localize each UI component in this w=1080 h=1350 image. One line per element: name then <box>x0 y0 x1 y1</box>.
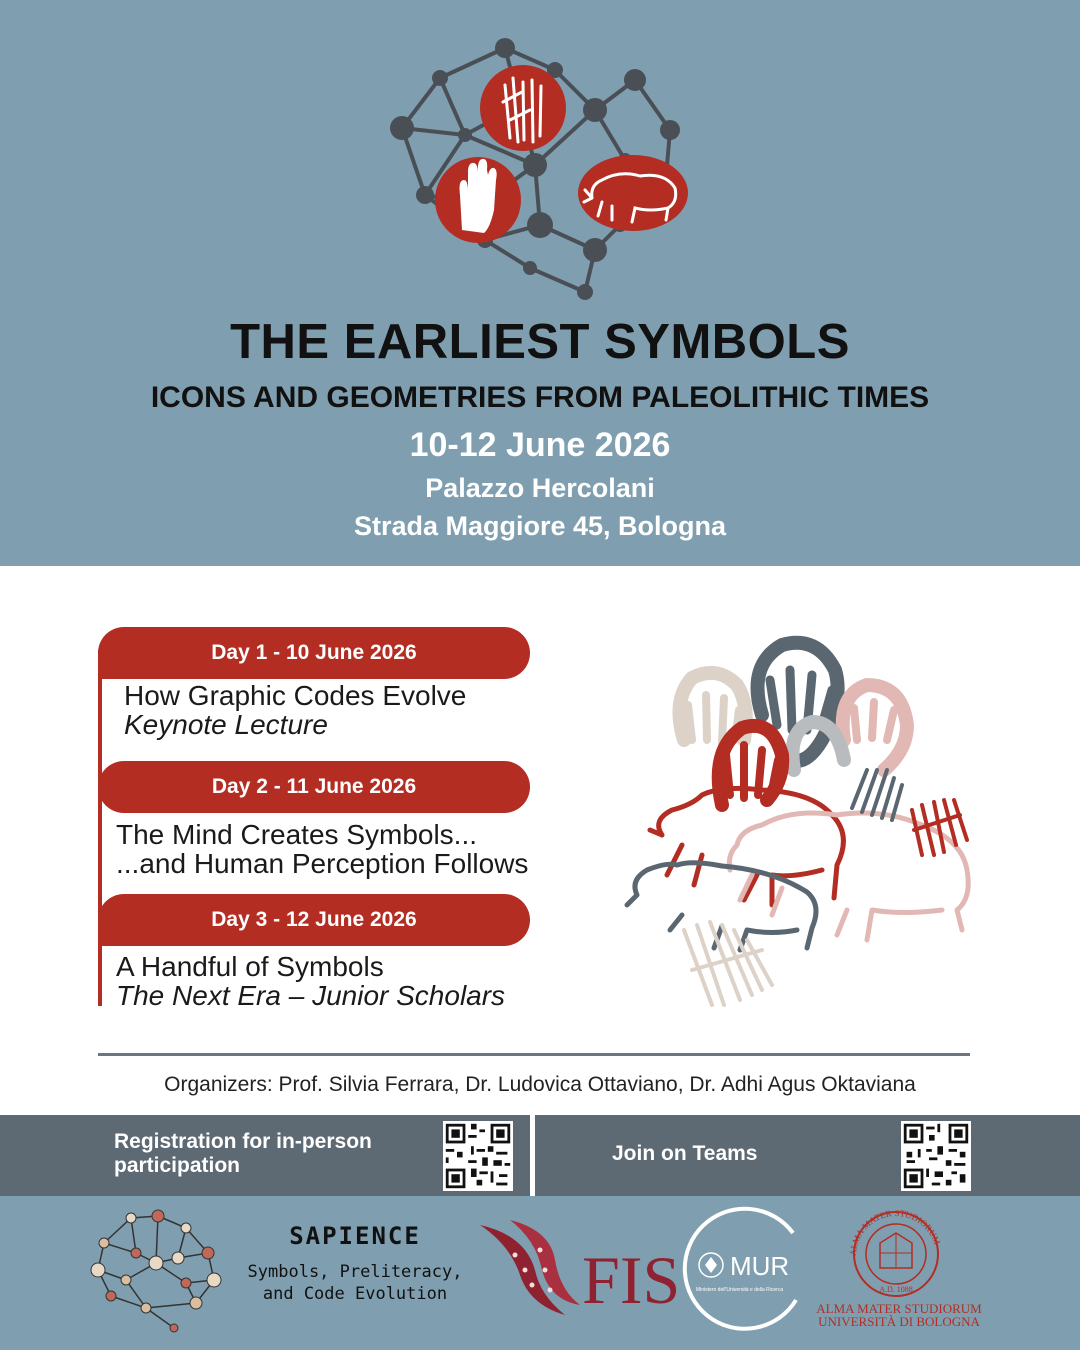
sapience-brain-logo <box>86 1208 226 1333</box>
in-person-registration-label[interactable]: Registration for in-person participation <box>114 1130 372 1177</box>
day-3-session-title: A Handful of Symbols <box>116 951 384 982</box>
day-2-session-subtitle: ...and Human Perception Follows <box>116 848 529 879</box>
event-venue: Palazzo Hercolani <box>425 473 655 503</box>
university-of-bologna-seal <box>840 1208 952 1298</box>
join-teams-label[interactable]: Join on Teams <box>612 1142 758 1165</box>
organizers-line: Organizers: Prof. Silvia Ferrara, Dr. Ludovica Ottaviano, Dr. Adhi Agus Oktaviana <box>164 1073 916 1096</box>
event-dates: 10-12 June 2026 <box>409 426 671 464</box>
fis-logo <box>470 1215 681 1325</box>
day-1-session-title: How Graphic Codes Evolve <box>124 680 467 711</box>
unibo-name-line-1: ALMA MATER STUDIORUM <box>816 1301 982 1316</box>
seal-year-text: A.D. 1088 <box>879 1285 913 1294</box>
event-address: Strada Maggiore 45, Bologna <box>353 511 727 541</box>
event-title: THE EARLIEST SYMBOLS <box>230 315 850 369</box>
brain-network-logo <box>380 30 700 310</box>
in-person-registration-qr-code[interactable] <box>443 1121 513 1191</box>
sapience-subtitle-line-1: Symbols, Preliteracy, <box>247 1262 463 1282</box>
bison-pink <box>729 813 968 940</box>
day-1-badge: Day 1 - 10 June 2026 <box>98 627 530 679</box>
svg-text:ALMA MATER STUDIORUM <box>848 1208 942 1256</box>
day-2-badge: Day 2 - 11 June 2026 <box>98 761 530 813</box>
mur-text: MUR <box>730 1251 790 1281</box>
cave-art-illustration <box>622 630 990 1020</box>
join-teams-qr-code[interactable] <box>901 1121 971 1191</box>
day-3-session-subtitle: The Next Era – Junior Scholars <box>116 980 506 1011</box>
fis-text: FIS <box>582 1242 681 1318</box>
section-divider <box>98 1053 970 1056</box>
event-subtitle: ICONS AND GEOMETRIES FROM PALEOLITHIC TIMES <box>150 381 930 414</box>
registration-separator <box>530 1115 535 1196</box>
unibo-name-line-2: UNIVERSITÀ DI BOLOGNA <box>818 1314 980 1329</box>
day-1-session-subtitle: Keynote Lecture <box>124 709 328 740</box>
day-3-badge: Day 3 - 12 June 2026 <box>98 894 530 946</box>
mur-logo <box>678 1205 808 1335</box>
day-1-description <box>124 681 466 739</box>
sapience-title: SAPIENCE <box>289 1222 421 1250</box>
day-2-description <box>116 820 528 878</box>
sapience-subtitle-line-2: and Code Evolution <box>262 1284 448 1304</box>
day-2-session-title: The Mind Creates Symbols... <box>116 819 478 850</box>
mur-subtext: Ministero dell'Università e della Ricerca <box>696 1287 784 1293</box>
seal-arc-text: ALMA MATER STUDIORUM <box>847 1208 943 1257</box>
schedule-timeline-line <box>98 650 102 1006</box>
day-3-description <box>116 952 505 1010</box>
